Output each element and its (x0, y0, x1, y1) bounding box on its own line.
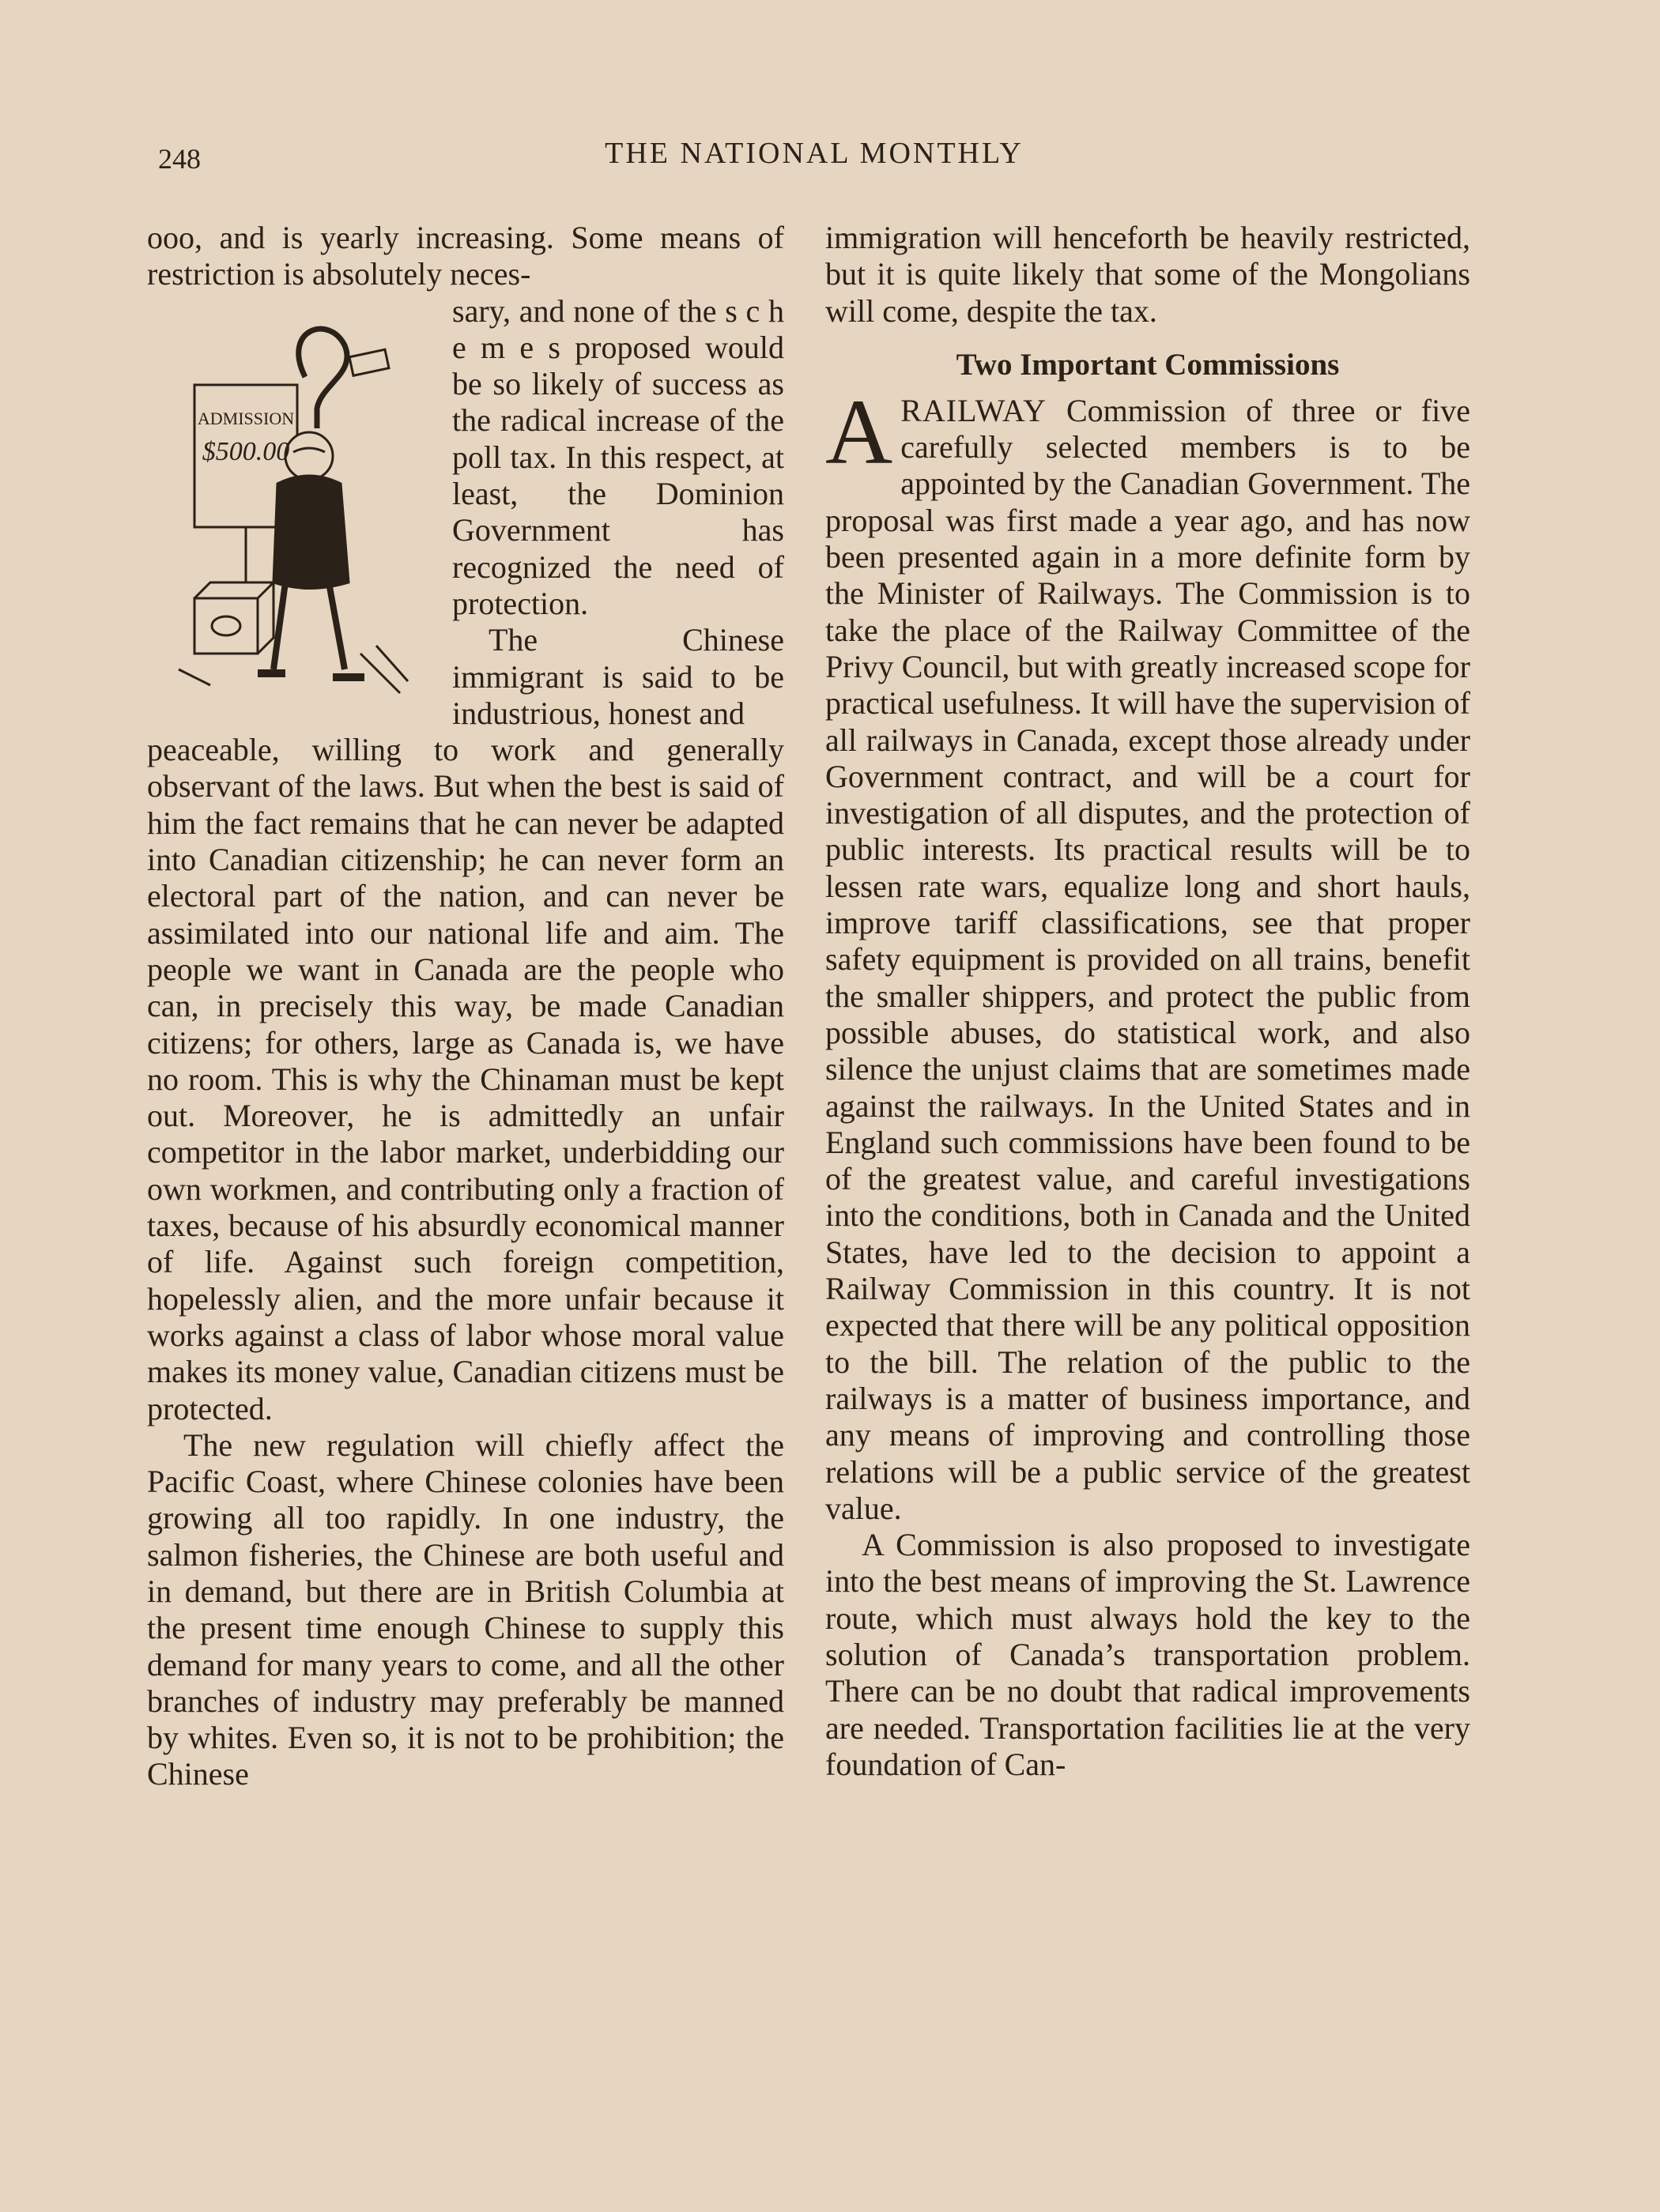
running-head (158, 136, 1470, 183)
section-heading: Two Important Commissions (956, 347, 1340, 382)
left-column (147, 220, 784, 1793)
cartoon-illustration (147, 298, 452, 709)
st-lawrence-paragraph: A Commission is also proposed to investigate into the best means of improving the St. Lawrence route, which must always hold the key to the solution of Canada’s transportation problem. There can be no doubt that radical improvements are needed. Transportation facilities lie at the very foundation of Can- (825, 1527, 1470, 1782)
railway-commission-text: Commission of three or five carefully selected members is to be appointed by the Canadian Government. The proposal was first made a year ago, and has now been presented again in a more definite form by the Minister of Railways. The Commission is to take the place of the Railway Committee of the Privy Council, but with greatly increased scope for practical usefulness. It will have the supervision of all railways in Canada, except those already under Government contract, and will be a court for investigation of all disputes, and the protection of public interests. Its practical results will be to lessen rate wars, equalize long and short hauls, improve tariff classifications, see that proper safety equipment is provided on all trains, benefit the smaller shippers, and protect the public from possible abuses, do statistical work, and also silence the unjust claims that are sometimes made against the railways. In the United States and in England such commissions have been found to be of the greatest value, and careful investigations into the conditions, both in Canada and the United States, have led to the decision to appoint a Railway Commission in this country. It is not expected that there will be any political opposition to the bill. The relation of the public to the railways is a matter of business importance, and any means of improving and controlling those relations will be a public service of the greatest value. (825, 392, 1470, 1526)
sign-text-price: $500.00 (202, 436, 290, 466)
sign-text-admission: ADMISSION (197, 408, 295, 428)
right-column (825, 220, 1470, 1783)
chinese-immigrant-paragraph: peaceable, willing to work and generally observant of the laws. But when the best is said of him the fact remains that he can never be adapted into Canadian citizenship; he can never form an electoral part of the nation, and can never be assimilated into our national life and aim. The people we want in Canada are the people who can, in precisely this way, be made Canadian citizens; for others, large as Canada is, we have no room. This is why the Chinaman must be kept out. Moreover, he is admittedly an unfair competitor in the labor market, underbidding our own workmen, and contributing only a fraction of taxes, because of his absurdly economical manner of life. Against such foreign competition, hopelessly alien, and the more unfair because it works against a class of labor whose moral value makes its money value, Canadian citizens must be protected. (147, 732, 784, 1426)
immigration-paragraph-end: immigration will henceforth be heavily restricted, but it is quite likely that some of the Mongolians will come, despite the tax. (825, 220, 1470, 329)
cartoon-wrap-block (147, 293, 784, 733)
journal-title: THE NATIONAL MONTHLY (605, 137, 1024, 170)
pacific-coast-paragraph: The new regulation will chiefly affect the Pacific Coast, where Chinese colonies have been growing all too rapidly. In one industry, the salmon fisheries, the Chinese are both useful and in demand, but there are in British Columbia at the present time enough Chinese to supply this demand for many years to come, and all the other branches of industry may preferably be manned by whites. Even so, it is not to be prohibition; the Chinese (147, 1426, 784, 1792)
page-number: 248 (158, 143, 201, 175)
chinese-immigrant-paragraph-start: The Chinese immigrant is said to be industrious, honest and (452, 622, 784, 731)
wrapped-text (452, 293, 784, 733)
drop-cap-lead: RAILWAY (900, 392, 1047, 428)
drop-cap: A (825, 379, 893, 484)
railway-commission-paragraph (825, 379, 1470, 1527)
intro-paragraph: ooo, and is yearly increasing. Some means of restriction is absolutely neces- (147, 220, 784, 292)
wrapped-paragraph: sary, and none of the s c h e m e s proposed would be so likely of success as the radical increase of the poll tax. In this respect, at least, the Dominion Government has recognized the need of protection. (452, 292, 784, 621)
